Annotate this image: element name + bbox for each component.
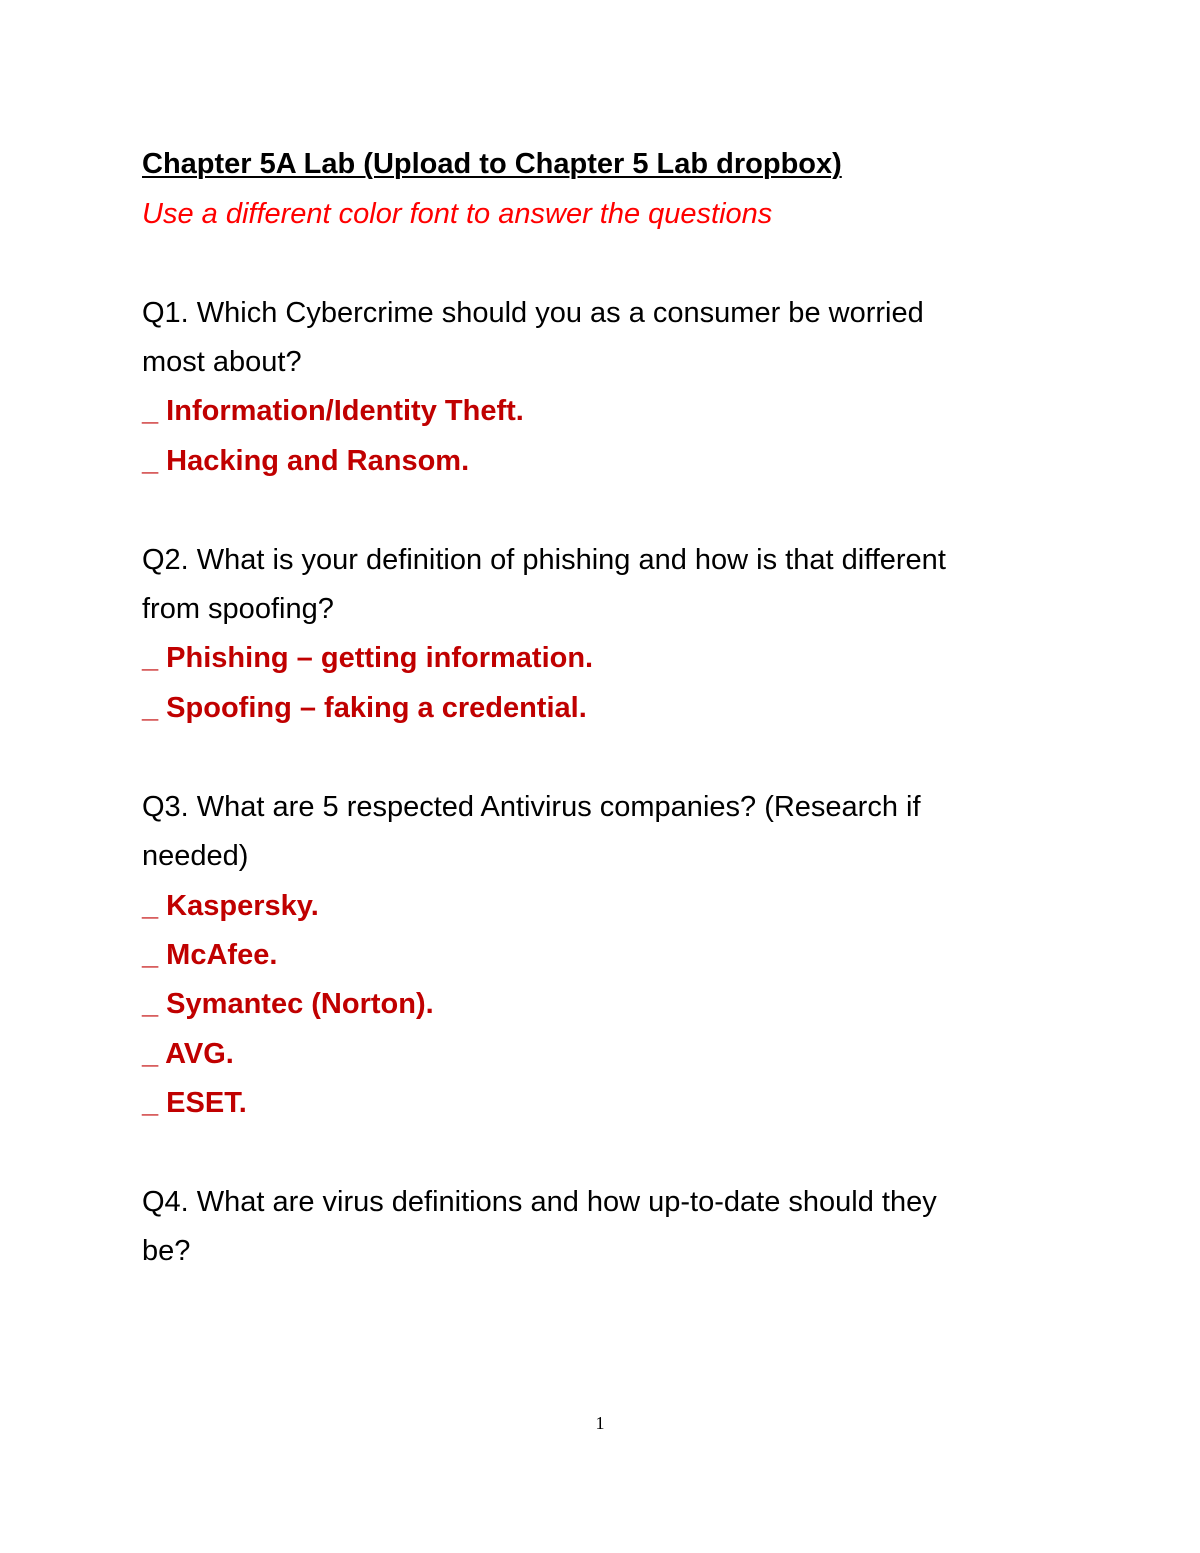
question-2-line-2: from spoofing? <box>142 593 334 625</box>
document-title: Chapter 5A Lab (Upload to Chapter 5 Lab dropbox) <box>142 148 842 180</box>
page-number: 1 <box>595 1413 605 1433</box>
answer-3-4: _ AVG. <box>142 1038 234 1070</box>
question-1-line-2: most about? <box>142 346 302 378</box>
question-4-line-1: Q4. What are virus definitions and how up-to-date should they <box>142 1186 937 1218</box>
question-4-line-2: be? <box>142 1235 191 1267</box>
question-2-line-1: Q2. What is your definition of phishing and how is that different <box>142 544 946 576</box>
answer-3-2: _ McAfee. <box>142 939 278 971</box>
answer-3-1: _ Kaspersky. <box>142 890 319 922</box>
instruction-text: Use a different color font to answer the questions <box>142 198 773 230</box>
question-3-line-1: Q3. What are 5 respected Antivirus companies? (Research if <box>142 791 921 823</box>
answer-3-5: _ ESET. <box>142 1087 247 1119</box>
question-1-line-1: Q1. Which Cybercrime should you as a consumer be worried <box>142 297 924 329</box>
answer-3-3: _ Symantec (Norton). <box>142 988 434 1020</box>
answer-2-2: _ Spoofing – faking a credential. <box>142 692 587 724</box>
question-3-line-2: needed) <box>142 840 249 872</box>
answer-2-1: _ Phishing – getting information. <box>142 642 594 674</box>
answer-1-2: _ Hacking and Ransom. <box>142 445 470 477</box>
answer-1-1: _ Information/Identity Theft. <box>142 395 524 427</box>
